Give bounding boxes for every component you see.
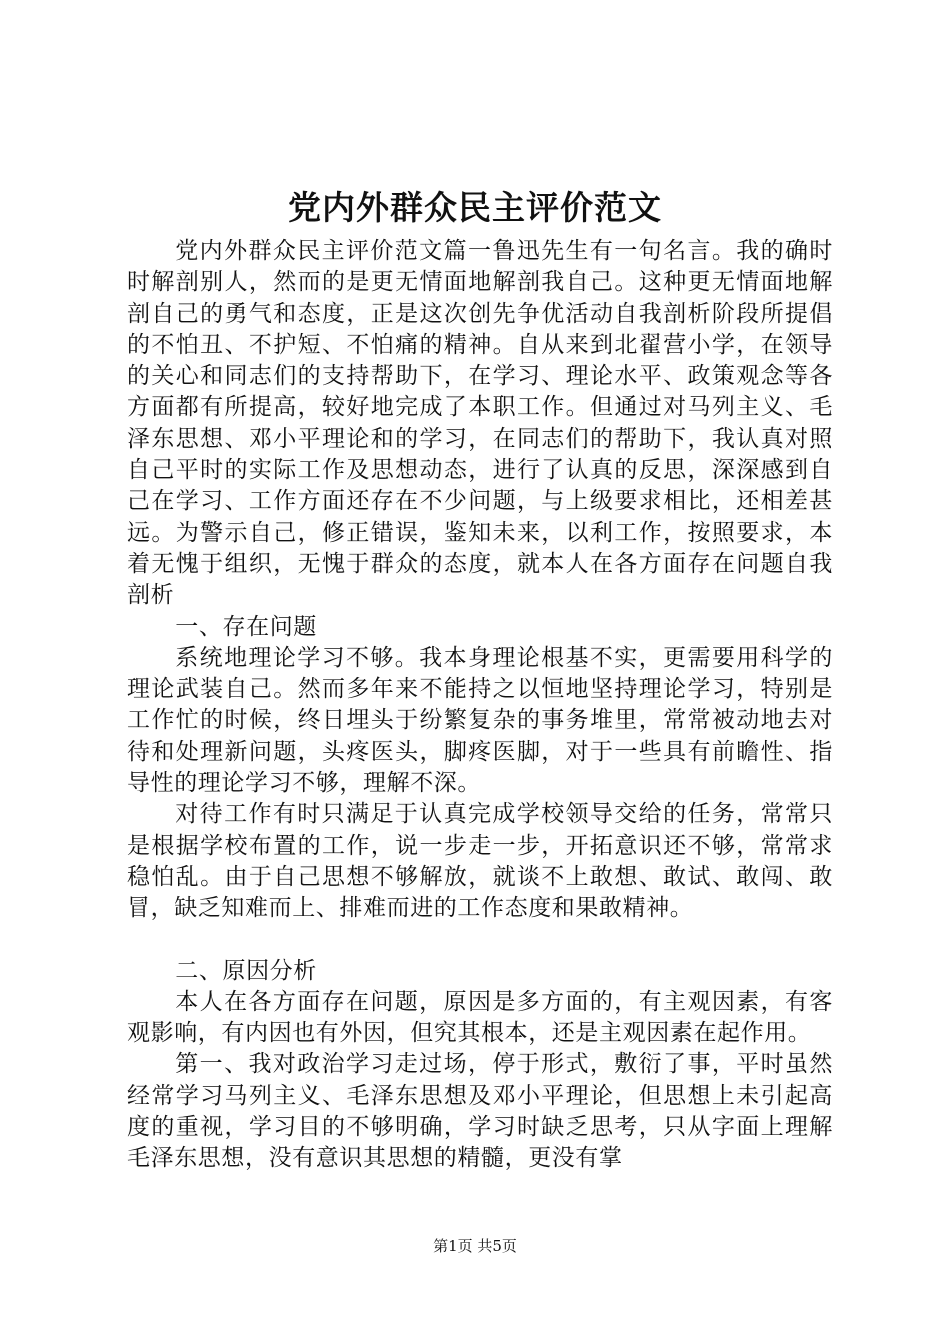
document-title: 党内外群众民主评价范文 <box>288 188 662 227</box>
page-number: 第1页 共5页 <box>433 1237 517 1255</box>
section-heading-causes: 二、原因分析 <box>175 957 317 984</box>
paragraph-work-attitude: 对待工作有时只满足于认真完成学校领导交给的任务，常常只是根据学校布置的工作，说一步走一步，开拓意识还不够，常常求稳怕乱。由于自己思想不够解放，就谈不上敢想、敢试、敢闯、敢冒，缺乏知难而上、排难而进的工作态度和果敢精神。 <box>127 801 833 922</box>
paragraph-intro: 党内外群众民主评价范文篇一鲁迅先生有一句名言。我的确时时解剖别人，然而的是更无情面地解剖我自己。这种更无情面地解剖自己的勇气和态度，正是这次创先争优活动自我剖析阶段所提倡的不怕丑、不护短、不怕痛的精神。自从来到北翟营小学，在领导的关心和同志们的支持帮助下，在学习、理论水平、政策观念等各方面都有所提高，较好地完成了本职工作。但通过对马列主义、毛泽东思想、邓小平理论和的学习，在同志们的帮助下，我认真对照自己平时的实际工作及思想动态，进行了认真的反思，深深感到自己在学习、工作方面还存在不少问题，与上级要求相比，还相差甚远。为警示自己，修正错误，鉴知未来，以利工作，按照要求，本着无愧于组织，无愧于群众的态度，就本人在各方面存在问题自我剖析 <box>127 238 833 609</box>
document-body <box>127 236 833 1175</box>
paragraph-first-cause: 第一、我对政治学习走过场，停于形式，敷衍了事，平时虽然经常学习马列主义、毛泽东思想及邓小平理论，但思想上未引起高度的重视，学习目的不够明确，学习时缺乏思考，只从字面上理解毛泽东思想，没有意识其思想的精髓，更没有掌 <box>127 1051 833 1172</box>
paragraph-theory-study: 系统地理论学习不够。我本身理论根基不实，更需要用科学的理论武装自己。然而多年来不能持之以恒地坚持理论学习，特别是工作忙的时候，终日埋头于纷繁复杂的事务堆里，常常被动地去对待和处理新问题，头疼医头，脚疼医脚，对于一些具有前瞻性、指导性的理论学习不够，理解不深。 <box>127 644 833 797</box>
section-heading-problems: 一、存在问题 <box>175 613 317 640</box>
paragraph-causes-summary: 本人在各方面存在问题，原因是多方面的，有主观因素，有客观影响，有内因也有外因，但究其根本，还是主观因素在起作用。 <box>127 988 833 1047</box>
blank-line <box>127 925 833 956</box>
